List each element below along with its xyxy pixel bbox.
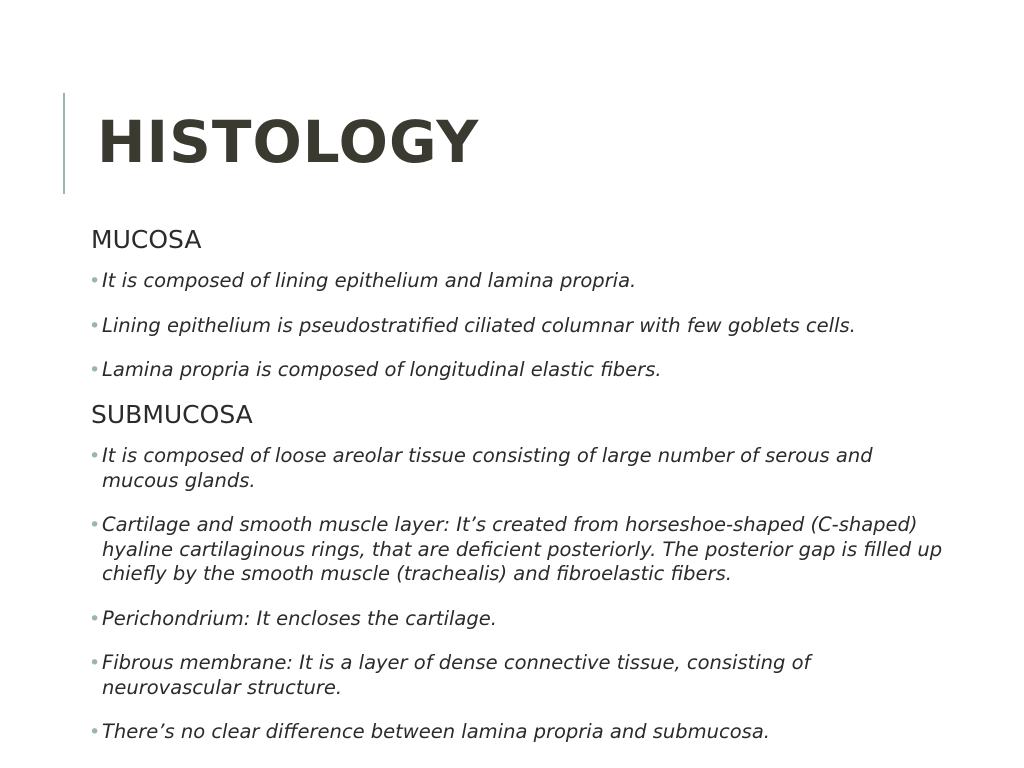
bullet-item <box>91 513 951 587</box>
bullet-text: Cartilage and smooth muscle layer: It’s created from horseshoe-shaped (C-shaped) hyaline cartilaginous rings, that are deficient posteriorly. The posterior gap is filled up chiefly by the smooth muscle (trachealis) and fibroelastic fibers. <box>102 513 943 585</box>
bullet-list <box>91 269 951 383</box>
bullet-item <box>91 720 951 745</box>
bullet-dot-icon: • <box>89 652 101 674</box>
bullet-text: It is composed of lining epithelium and lamina propria. <box>102 269 637 293</box>
bullet-dot-icon: • <box>89 607 101 630</box>
bullet-item <box>91 444 951 493</box>
bullet-text: Lining epithelium is pseudostratified ciliated columnar with few goblets cells. <box>102 313 856 337</box>
section-heading: SUBMUCOSA <box>91 399 253 429</box>
bullet-text: Fibrous membrane: It is a layer of dense connective tissue, consisting of neurovascular structure. <box>102 651 811 699</box>
section-heading: MUCOSA <box>91 225 202 254</box>
slide-content <box>91 224 951 765</box>
bullet-item <box>91 607 951 632</box>
bullet-dot-icon: • <box>89 721 101 743</box>
bullet-text: There’s no clear difference between lamina propria and submucosa. <box>102 720 770 743</box>
section-submucosa <box>91 399 951 745</box>
bullet-text: It is composed of loose areolar tissue consisting of large number of serous and mucous glands. <box>102 444 873 492</box>
slide-title: HISTOLOGY <box>97 108 480 176</box>
bullet-dot-icon: • <box>89 514 101 536</box>
bullet-text: Lamina propria is composed of longitudinal elastic fibers. <box>102 358 662 382</box>
bullet-dot-icon: • <box>89 314 101 337</box>
section-mucosa <box>91 224 951 383</box>
bullet-item <box>91 358 951 383</box>
bullet-dot-icon: • <box>89 445 101 467</box>
bullet-dot-icon: • <box>89 359 101 382</box>
bullet-list <box>91 444 951 745</box>
title-accent-bar <box>63 93 65 194</box>
bullet-dot-icon: • <box>89 270 101 293</box>
bullet-item <box>91 651 951 700</box>
bullet-item <box>91 314 951 339</box>
bullet-text: Perichondrium: It encloses the cartilage. <box>102 606 497 630</box>
bullet-item <box>91 269 951 294</box>
